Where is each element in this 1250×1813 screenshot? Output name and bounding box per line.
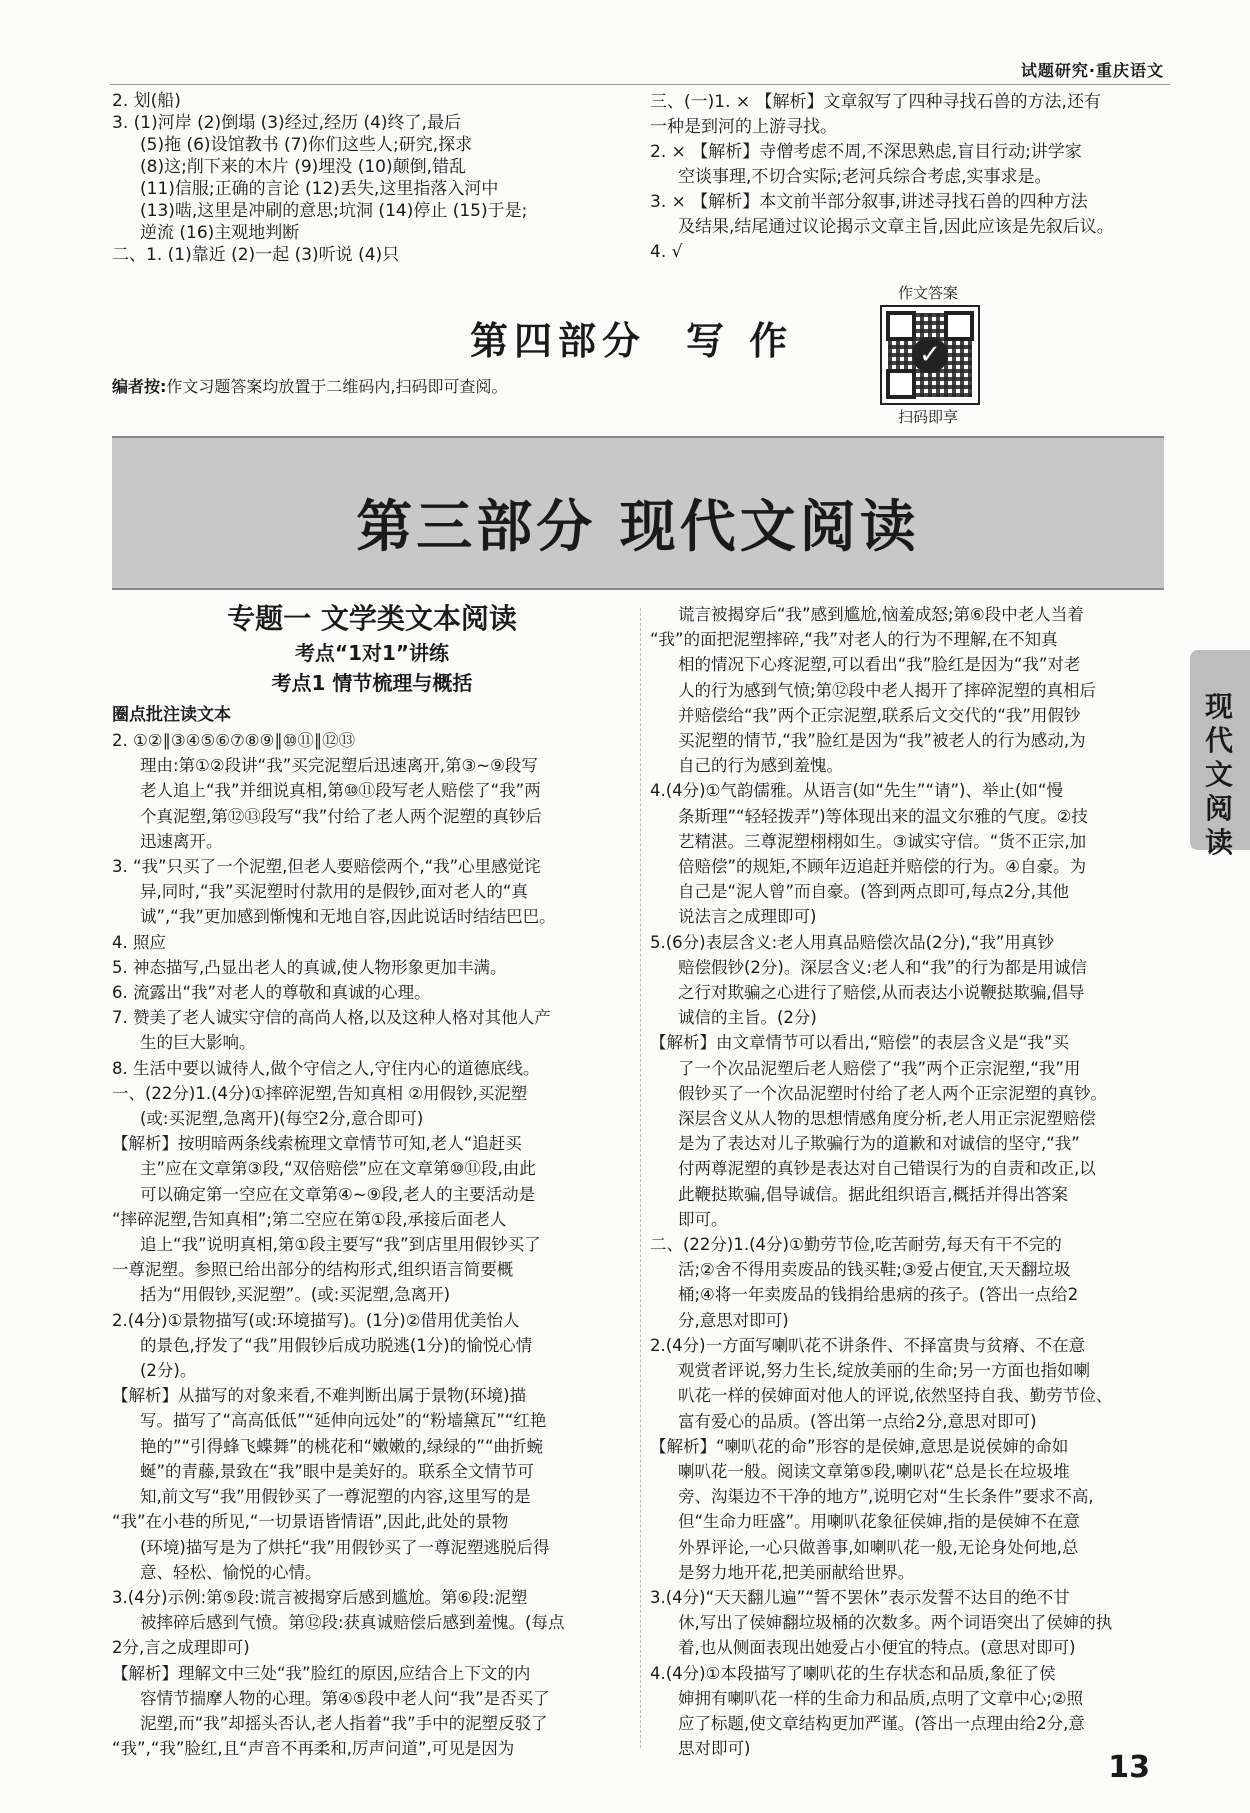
answer-line: 2.(4分)①景物描写(或:环境描写)。(1分)②借用优美怡人 [112, 1310, 520, 1330]
section-side-tab[interactable] [1190, 650, 1250, 859]
answer-line: 深层含义从人物的思想情感角度分析,老人用正宗泥塑赔偿 [678, 1109, 1096, 1129]
banner-title: 第三部分 现代文阅读 [356, 494, 920, 560]
answer-line: (环境)描写是为了烘托“我”用假钞买了一尊泥塑逃脱后得 [140, 1537, 550, 1557]
answer-line: 此鞭挞欺骗,倡导诚信。据此组织语言,概括并得出答案 [678, 1184, 1068, 1204]
answer-line: 2.(4分)一方面写喇叭花不讲条件、不择富贵与贫瘠、不在意 [650, 1335, 1086, 1355]
answer-line: 分,意思对即可) [678, 1310, 789, 1330]
top-right-answers [650, 90, 1170, 265]
answer-line: 艳的”“引得蜂飞蝶舞”的桃花和“嫩嫩的,绿绿的”“曲折蜿 [140, 1436, 544, 1456]
answer-line: 被摔碎后感到气愤。第⑫段:获真诚赔偿后感到羞愧。(每点 [140, 1613, 565, 1633]
answer-line: 2. × 【解析】寺僧考虑不周,不深思熟虑,盲目行动;讲学家 [650, 142, 1082, 162]
side-tab-label: 现代文阅读 [1204, 690, 1233, 859]
left-column [112, 600, 632, 1761]
answer-line: 一、(22分)1.(4分)①摔碎泥塑,告知真相 ②用假钞,买泥塑 [112, 1083, 528, 1103]
header-rule [110, 84, 1170, 85]
answer-line: 5. 神态描写,凸显出老人的真诚,使人物形象更加丰满。 [112, 957, 507, 977]
answer-line: 叭花一样的侯婶面对他人的评说,依然坚持自我、勤劳节俭、 [678, 1386, 1113, 1406]
answer-line: 主”应在文章第③段,“双倍赔偿”应在文章第⑩⑪段,由此 [140, 1159, 536, 1179]
answer-line: 条斯理”“轻轻拨弄”)等体现出来的温文尔雅的气度。②技 [678, 806, 1088, 826]
answer-line: 3.(4分)“天天翻儿遍”“誓不罢休”表示发誓不达目的绝不甘 [650, 1587, 1070, 1607]
answer-line: 艺精湛。三尊泥塑栩栩如生。③诚实守信。“货不正宗,加 [678, 831, 1087, 851]
answer-line: 3.(4分)示例:第⑤段:谎言被揭穿后感到尴尬。第⑥段:泥塑 [112, 1587, 528, 1607]
qr-caption-top: 作文答案 [897, 284, 958, 302]
answer-line: 赔偿假钞(2分)。深层含义:老人和“我”的行为都是用诚信 [678, 957, 1088, 977]
answer-line: “我”在小巷的所见,“一切景语皆情语”,因此,此处的景物 [112, 1512, 509, 1532]
answer-line: 但“生命力旺盛”。用喇叭花象征侯婶,指的是侯婶不在意 [678, 1512, 1080, 1532]
answer-line: 是努力地开花,把美丽献给世界。 [678, 1562, 915, 1582]
answer-line: 2. 划(船) [112, 91, 181, 111]
editor-note [112, 374, 508, 397]
answer-line: 买泥塑的情节,“我”脸红是因为“我”被老人的行为感动,为 [678, 731, 1086, 751]
answer-line: (8)这;削下来的木片 (9)埋没 (10)颠倒,错乱 [140, 157, 466, 177]
answer-line: 容情节揣摩人物的心理。第④⑤段中老人问“我”是否买了 [140, 1688, 550, 1708]
answer-line: 个真泥塑,第⑫⑬段写“我”付给了老人两个泥塑的真钞后 [140, 806, 542, 826]
answer-line: 3. “我”只买了一个泥塑,但老人要赔偿两个,“我”心里感觉诧 [112, 857, 541, 877]
answer-line: (5)拖 (6)设馆教书 (7)你们这些人;研究,探求 [140, 135, 473, 155]
answer-line: 逆流 (16)主观地判断 [140, 223, 300, 243]
answer-line: 4. √ [650, 242, 683, 262]
answer-line: 二、1. (1)靠近 (2)一起 (3)听说 (4)只 [112, 245, 400, 265]
answer-line: 说法言之成理即可) [678, 907, 817, 927]
answer-line: 及结果,结尾通过议论揭示文章主旨,因此应该是先叙后议。 [678, 217, 1114, 237]
answer-line: 泥塑,而“我”却摇头否认,老人指着“我”手中的泥塑反驳了 [140, 1713, 548, 1733]
check-icon: ✓ [912, 337, 948, 373]
answer-line: 桶;④将一年卖废品的钱捐给患病的孩子。(答出一点给2 [678, 1285, 1079, 1305]
answer-line: 5.(6分)表层含义:老人用真品赔偿次品(2分),“我”用真钞 [650, 932, 1054, 952]
answer-line: “我”,“我”脸红,且“声音不再柔和,厉声问道”,可见是因为 [112, 1739, 515, 1759]
answer-line: 思对即可) [678, 1739, 751, 1759]
answer-line: 意、轻松、愉悦的心情。 [140, 1562, 322, 1582]
writing-part-label: 第四部分 [470, 318, 647, 363]
answer-line: 一尊泥塑。参照已给出部分的结构形式,组织语言简要概 [112, 1260, 514, 1280]
qr-caption-bottom: 扫码即享 [897, 408, 958, 426]
answer-line: 倍赔偿”的规矩,不顾年迈追赶并赔偿的行为。④自豪。为 [678, 857, 1087, 877]
topic-title: 专题一 文学类文本阅读 [227, 602, 517, 635]
answer-line: 7. 赞美了老人诚实守信的高尚人格,以及这种人格对其他人产 [112, 1008, 551, 1028]
answer-line: “我”的面把泥塑摔碎,“我”对老人的行为不理解,在不知真 [650, 630, 1058, 650]
answer-line: 相的情况下心疼泥塑,可以看出“我”脸红是因为“我”对老 [678, 655, 1081, 675]
answer-line: (或:买泥塑,急离开)(每空2分,意合即可) [140, 1109, 424, 1129]
answer-line: 之行对欺骗之心进行了赔偿,从而表达小说鞭挞欺骗,倡导 [678, 983, 1085, 1003]
answer-line: 并赔偿给“我”两个正宗泥塑,联系后文交代的“我”用假钞 [678, 705, 1081, 725]
answer-line: 写。描写了“高高低低”“延伸向远处”的“粉墙黛瓦”“红艳 [140, 1411, 547, 1431]
writing-title: 写 作 [686, 318, 794, 363]
part-three-banner [112, 436, 1164, 590]
answer-line: 的景色,抒发了“我”用假钞后成功脱逃(1分)的愉悦心情 [140, 1335, 533, 1355]
answer-line: 了一个次品泥塑后老人赔偿了“我”两个正宗泥塑,“我”用 [678, 1058, 1081, 1078]
answer-line: 旁、沟渠边不干净的地方”,说明它对“生长条件”要求不高, [678, 1487, 1094, 1507]
answer-line: “摔碎泥塑,告知真相”;第二空应在第①段,承接后面老人 [112, 1209, 507, 1229]
answer-line: 喇叭花一般。阅读文章第⑤段,喇叭花“总是长在垃圾堆 [678, 1461, 1070, 1481]
top-left-answers [112, 90, 632, 266]
answer-line: 生的巨大影响。 [140, 1033, 256, 1053]
point-title: 考点1 情节梳理与概括 [271, 671, 473, 695]
answer-line: 谎言被揭穿后“我”感到尴尬,恼羞成怒;第⑥段中老人当着 [678, 605, 1084, 624]
answer-line: 3. × 【解析】本文前半部分叙事,讲述寻找石兽的四种方法 [650, 192, 1088, 212]
answer-line: 迅速离开。 [140, 831, 223, 851]
answer-line: 三、(一)1. × 【解析】文章叙写了四种寻找石兽的方法,还有 [650, 92, 1101, 112]
answer-line: 异,同时,“我”买泥塑时付款用的是假钞,面对老人的“真 [140, 882, 528, 902]
editor-text: 作文习题答案均放置于二维码内,扫码即可查阅。 [166, 377, 508, 396]
answer-line: 理由:第①②段讲“我”买完泥塑后迅速离开,第③~⑨段写 [140, 756, 538, 776]
answer-line: (13)啮,这里是冲刷的意思;坑洞 (14)停止 (15)于是; [140, 201, 528, 221]
answer-line: 着,也从侧面表现出她爱占小便宜的特点。(意思对即可) [678, 1638, 1076, 1658]
answer-line: 婶拥有喇叭花一样的生命力和品质,点明了文章中心;②照 [678, 1688, 1084, 1708]
answer-line: 可以确定第一空应在文章第④~⑨段,老人的主要活动是 [140, 1184, 536, 1204]
answer-line: 富有爱心的品质。(答出第一点给2分,意思对即可) [678, 1411, 1037, 1431]
answer-line: 2分,言之成理即可) [112, 1638, 250, 1658]
answer-line: 自己的行为感到羞愧。 [678, 756, 843, 776]
answer-line: 4.(4分)①本段描写了喇叭花的生存状态和品质,象征了侯 [650, 1663, 1056, 1683]
answer-line: 空谈事理,不切合实际;老河兵综合考虑,实事求是。 [678, 167, 1052, 187]
answer-line: 【解析】按明暗两条线索梳理文章情节可知,老人“追赶买 [112, 1134, 522, 1154]
answer-line: 一种是到河的上游寻找。 [650, 117, 837, 137]
answer-line: 二、(22分)1.(4分)①勤劳节俭,吃苦耐劳,每天有干不完的 [650, 1235, 1062, 1255]
answer-line: 【解析】理解文中三处“我”脸红的原因,应结合上下文的内 [112, 1663, 531, 1683]
answer-line: 3. (1)河岸 (2)倒塌 (3)经过,经历 (4)终了,最后 [112, 113, 461, 133]
answer-line: 应了标题,使文章结构更加严谨。(答出一点理由给2分,意 [678, 1713, 1085, 1733]
right-column [650, 602, 1170, 1761]
answer-line: 即可。 [678, 1209, 728, 1229]
answer-line: 是为了表达对儿子欺骗行为的道歉和对诚信的坚守,“我” [678, 1134, 1080, 1154]
column-divider [640, 608, 641, 1748]
answer-line: 人的行为感到气愤;第⑫段中老人揭开了摔碎泥塑的真相后 [678, 680, 1097, 700]
answer-line: 【解析】由文章情节可以看出,“赔偿”的表层含义是“我”买 [650, 1033, 1069, 1053]
writing-section-title [470, 310, 793, 365]
answer-line: 括为“用假钞,买泥塑”。(或:买泥塑,急离开) [140, 1285, 451, 1305]
answer-line: 自己是“泥人曾”而自豪。(答到两点即可,每点2分,其他 [678, 882, 1070, 902]
answer-line: 老人追上“我”并细说真相,第⑩⑪段写老人赔偿了“我”两 [140, 781, 541, 801]
running-header: 试题研究·重庆语文 [1020, 61, 1164, 80]
page-number: 13 [1108, 1750, 1150, 1785]
answer-line: 诚”,“我”更加感到惭愧和无地自容,因此说话时结结巴巴。 [140, 907, 556, 927]
answer-line: 【解析】“喇叭花的命”形容的是侯婶,意思是说侯婶的命如 [650, 1436, 1069, 1456]
left-answer-lines [112, 728, 632, 1761]
answer-line: 2. ①②∥③④⑤⑥⑦⑧⑨∥⑩⑪∥⑫⑬ [112, 731, 356, 750]
editor-label: 编者按: [112, 377, 167, 396]
answer-line: 【解析】从描写的对象来看,不难判断出属于景物(环境)描 [112, 1386, 527, 1406]
answer-line: (11)信服;正确的言论 (12)丢失,这里指落入河中 [140, 179, 499, 199]
answer-line: 4.(4分)①气韵儒雅。从语言(如“先生”“请”)、举止(如“慢 [650, 781, 1063, 801]
answer-line: 蜒”的青藤,景致在“我”眼中是美好的。联系全文情节可 [140, 1461, 534, 1481]
section-label: 圈点批注读文本 [112, 705, 231, 725]
answer-line: 知,前文写“我”用假钞买了一尊泥塑的内容,这里写的是 [140, 1487, 531, 1507]
answer-line: 追上“我”说明真相,第①段主要写“我”到店里用假钞买了 [140, 1235, 541, 1255]
subtopic-title: 考点“1对1”讲练 [294, 641, 450, 665]
answer-line: 假钞买了一个次品泥塑时付给了老人两个正宗泥塑的真钞。 [678, 1083, 1107, 1103]
qr-code-icon[interactable] [880, 305, 980, 405]
answer-line: 付两尊泥塑的真钞是表达对自己错误行为的自责和改正,以 [678, 1159, 1096, 1179]
answer-line: 活;②舍不得用卖废品的钱买鞋;③爱占便宜,天天翻垃圾 [678, 1260, 1071, 1280]
answer-line: 6. 流露出“我”对老人的尊敬和真诚的心理。 [112, 983, 431, 1003]
answer-line: 诚信的主旨。(2分) [678, 1008, 817, 1028]
answer-line: 外界评论,一心只做善事,如喇叭花一般,无论身处何地,总 [678, 1537, 1079, 1557]
answer-line: 休,写出了侯婶翻垃圾桶的次数多。两个词语突出了侯婶的执 [678, 1613, 1113, 1633]
answer-line: 4. 照应 [112, 932, 166, 952]
answer-line: 8. 生活中要以诚待人,做个守信之人,守住内心的道德底线。 [112, 1058, 540, 1078]
answer-line: (2分)。 [140, 1361, 197, 1381]
answer-line: 观赏者评说,努力生长,绽放美丽的生命;另一方面也指如喇 [678, 1361, 1091, 1381]
